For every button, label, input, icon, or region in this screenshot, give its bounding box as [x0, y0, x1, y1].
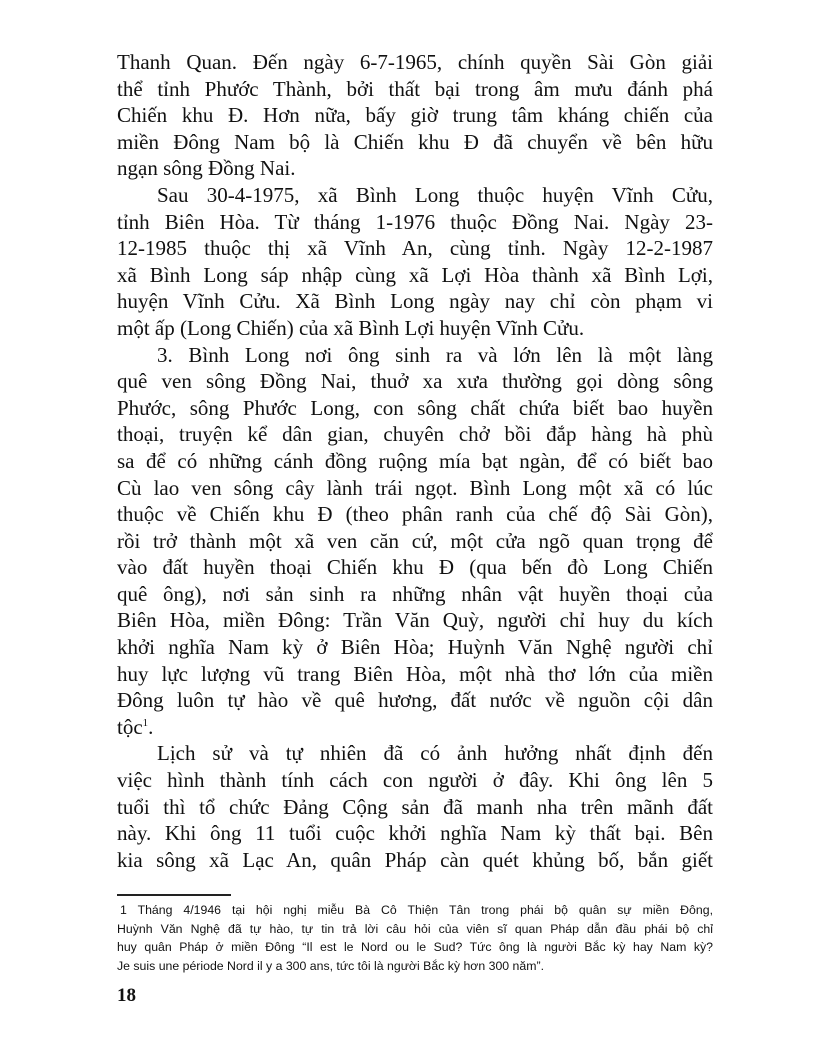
text-line: tuổi thì tổ chức Đảng Cộng sản đã manh nha trên mãnh đất — [117, 794, 713, 819]
body-text — [117, 49, 713, 873]
text-line: khởi nghĩa Nam kỳ ở Biên Hòa; Huỳnh Văn Nghệ người chỉ — [117, 635, 713, 660]
text-line: vào đất huyền thoại Chiến khu Đ (qua bến đò Long Chiến — [117, 555, 713, 580]
text-line: Chiến khu Đ. Hơn nữa, bấy giờ trung tâm kháng chiến của — [117, 103, 713, 128]
footnote-line: Huỳnh Văn Nghệ đã tự hào, tự tin trả lời câu hỏi của viên sĩ quan Pháp dẫn đầu phái bộ chỉ — [117, 921, 713, 936]
footnote-line: 1 Tháng 4/1946 tại hội nghị miễu Bà Cô Thiện Tân trong phái bộ quân sự miền Đông, — [120, 903, 713, 917]
paragraph-4 — [117, 740, 713, 873]
text-line: 3. Bình Long nơi ông sinh ra và lớn lên là một làng — [157, 342, 713, 367]
footnote-reference[interactable]: 1 — [142, 716, 149, 729]
footnote-line: huy quân Pháp ở miền Đông “Il est le Nord ou le Sud? Tức ông là người Bắc kỳ hay Nam kỳ? — [117, 940, 713, 954]
paragraph-2 — [117, 182, 713, 342]
text-line: thể tỉnh Phước Thành, bởi thất bại trong âm mưu đánh phá — [117, 76, 713, 101]
text-line: xã Bình Long sáp nhập cùng xã Lợi Hòa thành xã Bình Lợi, — [117, 262, 713, 287]
text-line: huy lực lượng vũ trang Biên Hòa, một nhà thơ lớn của miền — [117, 661, 713, 686]
footnote — [117, 901, 713, 975]
text-line: Thanh Quan. Đến ngày 6-7-1965, chính quyền Sài Gòn giải — [117, 50, 713, 74]
text-line: 12-1985 thuộc thị xã Vĩnh An, cùng tỉnh. Ngày 12-2-1987 — [117, 236, 713, 261]
paragraph-3 — [117, 342, 713, 741]
text-line: quê ông), nơi sản sinh ra những nhân vật huyền thoại của — [117, 581, 713, 606]
text-line: quê ven sông Đồng Nai, thuở xa xưa thường gọi dòng sông — [117, 369, 713, 394]
text-line — [117, 714, 713, 741]
text-line: này. Khi ông 11 tuổi cuộc khởi nghĩa Nam kỳ thất bại. Bên — [117, 821, 713, 846]
paragraph-1 — [117, 49, 713, 182]
text-line: kia sông xã Lạc An, quân Pháp càn quét khủng bố, bắn giết — [117, 847, 713, 872]
text-line: Phước, sông Phước Long, con sông chất chứa biết bao huyền — [117, 395, 713, 420]
text-line: một ấp (Long Chiến) của xã Bình Lợi huyện Vĩnh Cửu. — [117, 315, 585, 340]
text-line: thoại, truyện kể dân gian, chuyên chở bồi đắp hàng hà phù — [117, 422, 713, 447]
text-line: sa để có những cánh đồng ruộng mía bạt ngàn, để có biết bao — [117, 448, 713, 473]
text-fragment: tộc — [117, 714, 143, 739]
text-line: ngạn sông Đồng Nai. — [117, 156, 296, 181]
text-line: Lịch sử và tự nhiên đã có ảnh hưởng nhất định đến — [157, 741, 713, 766]
text-line: việc hình thành tính cách con người ở đây. Khi ông lên 5 — [117, 768, 713, 793]
text-line: Đông luôn tự hào về quê hương, đất nước về nguồn cội dân — [117, 688, 713, 713]
text-line: tỉnh Biên Hòa. Từ tháng 1-1976 thuộc Đồng Nai. Ngày 23- — [117, 209, 713, 234]
text-line: Sau 30-4-1975, xã Bình Long thuộc huyện Vĩnh Cửu, — [157, 182, 713, 207]
text-line: rồi trở thành một xã ven căn cứ, một cửa ngõ quan trọng để — [117, 528, 713, 553]
text-line: Cù lao ven sông cây lành trái ngọt. Bình Long một xã có lúc — [117, 475, 713, 500]
text-line: Biên Hòa, miền Đông: Trần Văn Quỳ, người chỉ huy du kích — [117, 608, 713, 633]
text-line: miền Đông Nam bộ là Chiến khu Đ đã chuyển về bên hữu — [117, 129, 713, 154]
footnote-divider — [117, 894, 231, 896]
page-number: 18 — [117, 985, 136, 1006]
text-line: huyện Vĩnh Cửu. Xã Bình Long ngày nay chỉ còn phạm vi — [117, 289, 713, 314]
footnote-line: Je suis une période Nord il y a 300 ans, tức tôi là người Bắc kỳ hơn 300 năm”. — [117, 958, 544, 973]
text-line: thuộc về Chiến khu Đ (theo phân ranh của chế độ Sài Gòn), — [117, 502, 713, 527]
text-fragment: . — [148, 714, 154, 739]
